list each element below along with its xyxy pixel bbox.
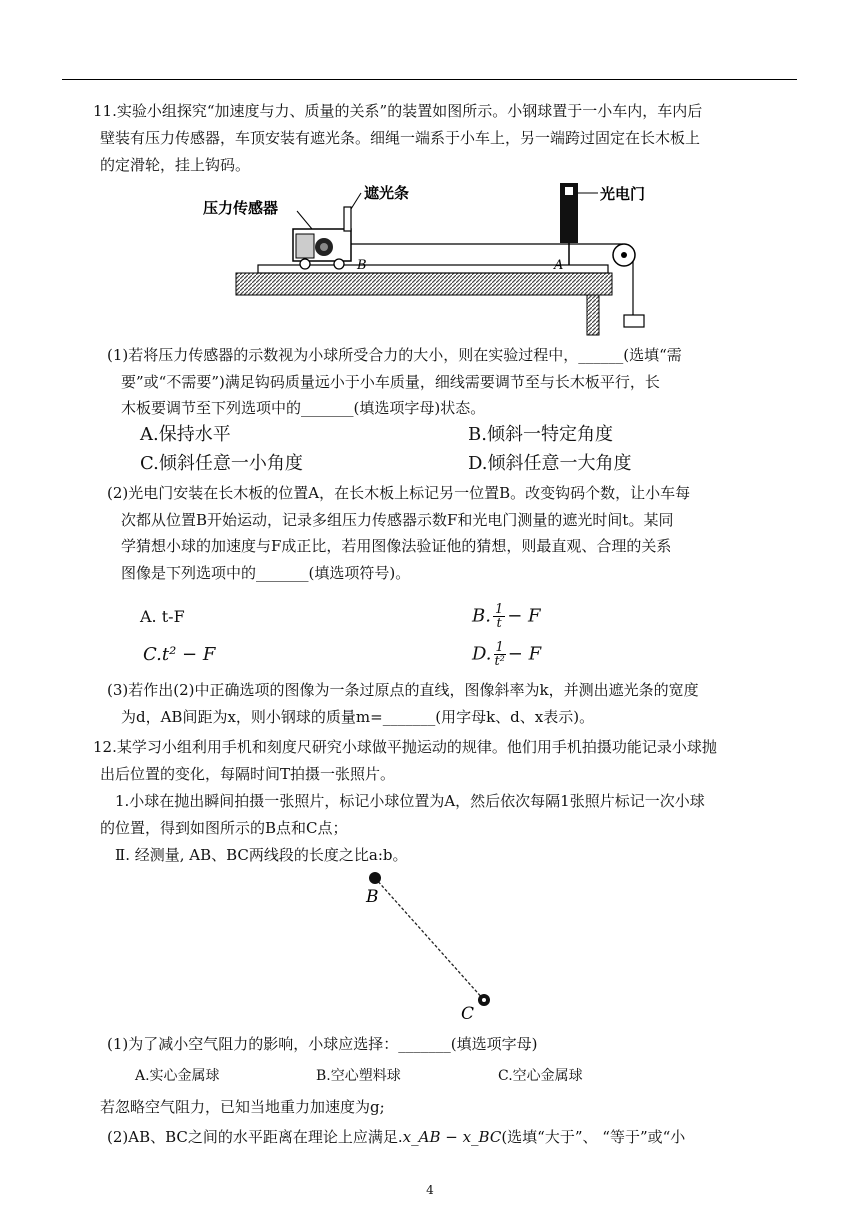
label-light-strip: 遮光条 [364, 184, 410, 202]
q11-part2-option-b: B. $\frac{1}{t}$ − F [472, 602, 541, 631]
label-A: A [554, 258, 564, 273]
q11-part1-option-b: B.倾斜一特定角度 [468, 424, 613, 445]
label-point-C: C [461, 1004, 475, 1024]
q12-stem-line-2: 出后位置的变化，每隔时间T拍摄一张照片。 [100, 765, 396, 783]
q11-part1-option-c: C.倾斜任意一小角度 [140, 453, 303, 474]
q12-part1-option-c: C.空心金属球 [498, 1068, 583, 1084]
label-photogate: 光电门 [600, 185, 646, 203]
q11-part1-line-2: 要”或“不需要”)满足钩码质量远小于小车质量，细线需要调节至与长木板平行，长 [121, 373, 660, 391]
label-B: B [357, 258, 367, 273]
q12-part1-option-b: B.空心塑料球 [316, 1068, 401, 1084]
page-number: 4 [426, 1183, 434, 1197]
q12-part2-prefix: (2)AB、BC之间的水平距离在理论上应满足. [107, 1128, 403, 1146]
label-point-B: B [366, 887, 379, 907]
q12-part1-line: (1)为了减小空气阻力的影响，小球应选择：_______(填选项字母) [107, 1035, 538, 1053]
q11-part1-line-3: 木板要调节至下列选项中的_______(填选项字母)状态。 [121, 399, 486, 417]
q11-stem-line-2: 壁装有压力传感器，车顶安装有遮光条。细绳一端系于小车上，另一端跨过固定在长木板上 [100, 129, 701, 147]
header-rule [62, 79, 797, 80]
q11-part2-line-4: 图像是下列选项中的_______(填选项符号)。 [121, 564, 411, 582]
q11-part1-option-a: A.保持水平 [140, 424, 231, 445]
q12-note-line: 若忽略空气阻力，已知当地重力加速度为g; [100, 1098, 385, 1116]
q11-part3-line-1: (3)若作出(2)中正确选项的图像为一条过原点的直线，图像斜率为k，并测出遮光条的宽度 [107, 681, 699, 699]
q12-stem-line-5: Ⅱ. 经测量, AB、BC两线段的长度之比a:b。 [115, 846, 408, 864]
q12-stem-line-1: 12.某学习小组利用手机和刻度尺研究小球做平抛运动的规律。他们用手机拍摄功能记录小球抛 [93, 738, 717, 756]
q12-stem-line-3: 1.小球在抛出瞬间拍摄一张照片，标记小球位置为A，然后依次每隔1张照片标记一次小球 [115, 792, 705, 810]
q11-part2-option-c: C.t² − F [143, 644, 216, 665]
point-B [369, 872, 381, 884]
q11-part2-line-2: 次都从位置B开始运动，记录多组压力传感器示数F和光电门测量的遮光时间t。某同 [121, 511, 674, 529]
q11-stem-line-3: 的定滑轮，挂上钩码。 [100, 156, 251, 174]
label-pressure-sensor: 压力传感器 [203, 199, 279, 217]
q11-part1-line-1: (1)若将压力传感器的示数视为小球所受合力的大小，则在实验过程中，______(选填“需 [107, 346, 682, 364]
q11-part2-line-1: (2)光电门安装在长木板的位置A，在长木板上标记另一位置B。改变钩码个数，让小车每 [107, 484, 691, 502]
q12-trajectory-figure [360, 868, 500, 1028]
q11-stem-line-1: 11.实验小组探究“加速度与力、质量的关系”的装置如图所示。小钢球置于一小车内，车内后 [93, 102, 703, 120]
q11-part1-option-d: D.倾斜任意一大角度 [468, 453, 632, 474]
q12-part1-option-a: A.实心金属球 [135, 1068, 220, 1084]
q12-part2-suffix: (选填“大于”、 “等于”或“小 [501, 1128, 686, 1146]
q11-part2-line-3: 学猜想小球的加速度与F成正比，若用图像法验证他的猜想，则最直观、合理的关系 [121, 537, 672, 555]
q11-part3-line-2: 为d，AB间距为x，则小钢球的质量m=_______(用字母k、d、x表示)。 [121, 708, 595, 726]
q12-part2-line [107, 1127, 685, 1147]
q11-part2-option-d: D. $\frac{1}{\text{t²}}$ − F [472, 640, 542, 669]
q12-part2-math: x_AB − x_BC [402, 1128, 502, 1146]
q11-part2-option-a: A. t-F [140, 607, 185, 626]
q11-apparatus-figure [200, 175, 660, 337]
q12-stem-line-4: 的位置，得到如图所示的B点和C点； [100, 819, 348, 837]
